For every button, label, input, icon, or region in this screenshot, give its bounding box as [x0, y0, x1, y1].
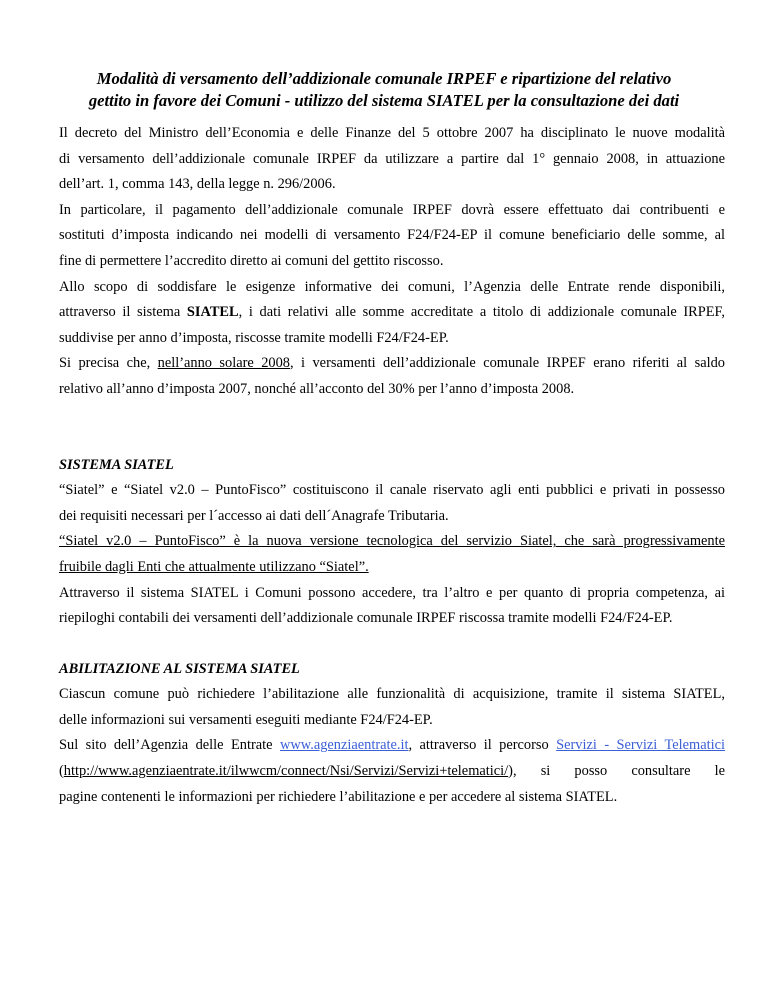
section-heading-sistema-siatel: SISTEMA SIATEL	[59, 456, 174, 473]
siatel-bold: SIATEL	[186, 304, 239, 321]
text-line: suddivise per anno d’imposta, riscosse tramite modelli F24/F24-EP.	[59, 329, 449, 346]
text-line: delle informazioni sui versamenti eseguiti mediante F24/F24-EP.	[59, 711, 433, 728]
text-run: ), si posso consultare le	[508, 763, 725, 780]
text-line: “Siatel v2.0 – PuntoFisco” è la nuova versione tecnologica del servizio Siatel, che sarà progressivamente	[59, 533, 725, 550]
servizi-telematici-link[interactable]: Servizi - Servizi Telematici	[556, 737, 725, 754]
text-line: di versamento dell’addizionale comunale IRPEF da utilizzare a partire dal 1° gennaio 2008, in attuazione	[59, 150, 725, 167]
document-body	[59, 121, 725, 810]
document-title	[40, 68, 728, 112]
section1-paragraph-2	[59, 529, 725, 580]
text-line: “Siatel” e “Siatel v2.0 – PuntoFisco” costituiscono il canale riservato agli enti pubblici e privati in possesso	[59, 482, 725, 499]
text-line: Il decreto del Ministro dell’Economia e delle Finanze del 5 ottobre 2007 ha disciplinato le nuove modalità	[59, 125, 725, 141]
text-run: Si precisa che,	[59, 355, 158, 372]
text-line	[59, 300, 725, 326]
section1-paragraph-1	[59, 478, 725, 529]
text-line	[59, 759, 725, 785]
text-run: (	[59, 763, 64, 780]
text-line	[59, 733, 725, 759]
section2-paragraph-1	[59, 682, 725, 733]
text-line: Attraverso il sistema SIATEL i Comuni possono accedere, tra l’altro e per quanto di propria competenza, ai	[59, 584, 725, 601]
title-line-2: gettito in favore dei Comuni - utilizzo del sistema SIATEL per la consultazione dei dati	[88, 91, 680, 110]
text-line: fruibile dagli Enti che attualmente utilizzano “Siatel”.	[59, 558, 369, 575]
intro-paragraph-1	[59, 121, 725, 198]
text-line: Ciascun comune può richiedere l’abilitazione alle funzionalità di acquisizione, tramite il sistema SIATEL,	[59, 686, 725, 703]
underlined-phrase: nell’anno solare 2008	[157, 355, 291, 372]
text-line: fine di permettere l’accredito diretto ai comuni del gettito riscosso.	[59, 252, 444, 269]
text-line: In particolare, il pagamento dell’addizionale comunale IRPEF dovrà essere effettuato dai contribuenti e	[59, 201, 725, 218]
text-line: riepiloghi contabili dei versamenti dell’addizionale comunale IRPEF riscossa tramite modelli F24/F24-EP.	[59, 610, 673, 627]
text-line: pagine contenenti le informazioni per richiedere l’abilitazione e per accedere al sistema SIATEL.	[59, 788, 618, 805]
text-run: , i dati relativi alle somme accreditate a titolo di addizionale comunale IRPEF,	[238, 304, 725, 321]
intro-paragraph-3	[59, 275, 725, 352]
text-run: Sul sito dell’Agenzia delle Entrate	[59, 737, 280, 754]
text-line: sostituti d’imposta indicando nei modelli di versamento F24/F24-EP il comune beneficiario delle somme, al	[59, 227, 725, 244]
text-run: attraverso il sistema	[59, 304, 187, 321]
text-line	[59, 351, 725, 377]
intro-paragraph-4	[59, 351, 725, 402]
text-run: , attraverso il percorso	[408, 737, 557, 754]
title-line-1: Modalità di versamento dell’addizionale comunale IRPEF e ripartizione del relativo	[96, 69, 672, 88]
section2-paragraph-2	[59, 733, 725, 810]
servizi-telematici-url-link[interactable]: http://www.agenziaentrate.it/ilwwcm/connect/Nsi/Servizi/Servizi+telematici/	[63, 763, 509, 780]
intro-paragraph-2	[59, 198, 725, 275]
text-line: dell’art. 1, comma 143, della legge n. 296/2006.	[59, 176, 336, 193]
text-run: , i versamenti dell’addizionale comunale IRPEF erano riferiti al saldo	[290, 355, 725, 372]
text-line: relativo all’anno d’imposta 2007, nonché all’acconto del 30% per l’anno d’imposta 2008.	[59, 380, 575, 397]
text-line: Allo scopo di soddisfare le esigenze informative dei comuni, l’Agenzia delle Entrate rende disponibili,	[59, 278, 725, 295]
agenzia-entrate-link[interactable]: www.agenziaentrate.it	[279, 737, 409, 754]
section1-paragraph-3	[59, 581, 725, 632]
text-line: dei requisiti necessari per l´accesso ai dati dell´Anagrafe Tributaria.	[59, 507, 449, 524]
section-heading-abilitazione: ABILITAZIONE AL SISTEMA SIATEL	[59, 660, 300, 677]
